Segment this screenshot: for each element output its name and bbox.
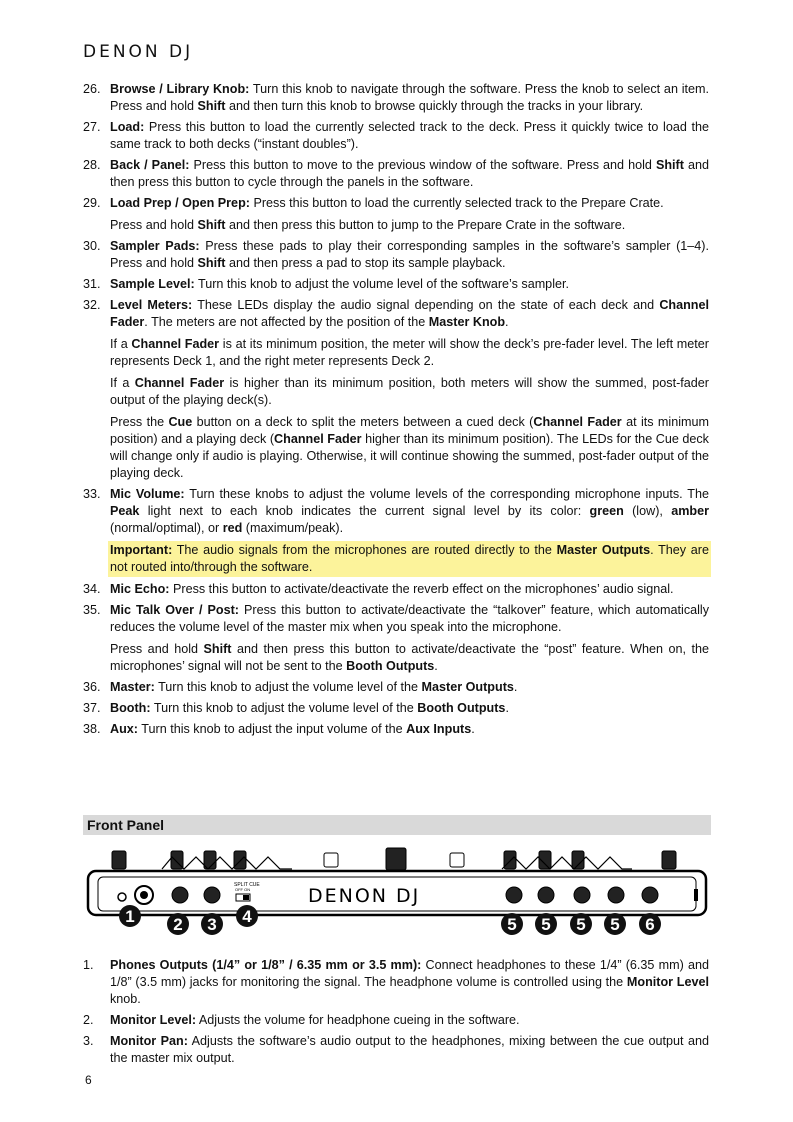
- aux-knob: [642, 887, 658, 903]
- item-label: Mic Talk Over / Post:: [110, 603, 239, 617]
- item-label: Mic Volume:: [110, 487, 185, 501]
- list-item: [83, 679, 709, 696]
- list-item: [83, 602, 709, 675]
- bold-term: Important:: [110, 543, 173, 557]
- mic-volume-knob: [538, 887, 554, 903]
- list-item: [83, 276, 709, 293]
- mic-volume-knob: [574, 887, 590, 903]
- item-number: 27.: [83, 120, 101, 134]
- item-label: Sampler Pads:: [110, 239, 200, 253]
- bold-term: Master Outputs: [421, 680, 514, 694]
- phones-jack-center: [140, 891, 148, 899]
- item-paragraph: If a Channel Fader is at its minimum position, the meter will show the deck’s pre-fader level. The left meter represents Deck 1, and the right meter represents Deck 2.: [110, 337, 710, 368]
- list-item: [83, 700, 709, 717]
- item-paragraph: Mic Talk Over / Post: Press this button to activate/deactivate the “talkover” feature, which automatically reduces the volume level of the master mix when you speak into the microphone.: [110, 603, 710, 634]
- item-label: Monitor Level:: [110, 1013, 197, 1027]
- item-label: Aux:: [110, 722, 138, 736]
- item-label: Sample Level:: [110, 277, 195, 291]
- bold-term: Shift: [197, 99, 226, 113]
- bold-term: Booth Outputs: [417, 701, 506, 715]
- item-label: Monitor Pan:: [110, 1034, 188, 1048]
- bold-term: Channel Fader: [274, 432, 362, 446]
- item-paragraph: Sample Level: Turn this knob to adjust the volume level of the software’s sampler.: [110, 277, 569, 291]
- item-number: 26.: [83, 82, 101, 96]
- bold-term: Channel Fader: [110, 298, 709, 329]
- top-fader-cap: [450, 853, 464, 867]
- item-number: 35.: [83, 603, 101, 617]
- callout-5a: 5: [507, 915, 517, 934]
- item-label: Browse / Library Knob:: [110, 82, 250, 96]
- list-item: [83, 157, 709, 191]
- list-item: [83, 1012, 709, 1029]
- top-knob: [504, 851, 516, 869]
- crossfader-cap: [386, 848, 406, 870]
- item-paragraph: Load: Press this button to load the currently selected track to the deck. Press it quickly twice to load the same track to both decks (“instant doubles”).: [110, 120, 710, 151]
- monitor-level-knob: [172, 887, 188, 903]
- callout-5c: 5: [576, 915, 586, 934]
- item-paragraph: Aux: Turn this knob to adjust the input volume of the Aux Inputs.: [110, 722, 475, 736]
- item-paragraph: Mic Volume: Turn these knobs to adjust the volume levels of the corresponding microphone inputs. The Peak light next to each knob indicates the current signal level by its color: green (low), amber (normal/optimal), or red (maximum/peak).: [110, 487, 710, 535]
- item-paragraph: Master: Turn this knob to adjust the volume level of the Master Outputs.: [110, 680, 518, 694]
- bold-term: Peak: [110, 504, 140, 518]
- item-number: 29.: [83, 196, 101, 210]
- item-label: Level Meters:: [110, 298, 193, 312]
- monitor-pan-knob: [204, 887, 220, 903]
- bold-term: Shift: [203, 642, 232, 656]
- list-item: [83, 957, 709, 1008]
- bold-term: Cue: [168, 415, 193, 429]
- item-paragraph: Booth: Turn this knob to adjust the volume level of the Booth Outputs.: [110, 701, 509, 715]
- callout-4: 4: [242, 907, 252, 926]
- item-label: Load:: [110, 120, 145, 134]
- list-item: [83, 581, 709, 598]
- item-paragraph: Sampler Pads: Press these pads to play their corresponding samples in the software’s sampler (1–4). Press and hold Shift and then press a pad to stop its sample playback.: [110, 239, 709, 270]
- section-heading-front-panel: Front Panel: [83, 815, 711, 835]
- item-paragraph: Monitor Pan: Adjusts the software’s audio output to the headphones, mixing between the cue output and the master mix output.: [110, 1034, 709, 1065]
- list-item: [83, 297, 709, 482]
- top-knob-left: [112, 851, 126, 869]
- bold-term: Shift: [197, 218, 226, 232]
- callout-5b: 5: [541, 915, 551, 934]
- callout-6: 6: [645, 915, 655, 934]
- item-label: Phones Outputs (1/4” or 1/8” / 6.35 mm or 3.5 mm):: [110, 958, 422, 972]
- item-label: Master:: [110, 680, 155, 694]
- item-number: 2.: [83, 1013, 94, 1027]
- item-paragraph: Level Meters: These LEDs display the audio signal depending on the state of each deck and Channel Fader. The meters are not affected by the position of the Master Knob.: [110, 298, 709, 329]
- page-number: 6: [85, 1073, 92, 1087]
- bold-term: amber: [671, 504, 710, 518]
- item-number: 30.: [83, 239, 101, 253]
- front-panel-list: [83, 957, 709, 1071]
- item-paragraph: Mic Echo: Press this button to activate/deactivate the reverb effect on the microphones’ audio signal.: [110, 582, 674, 596]
- list-item: [83, 81, 709, 115]
- item-paragraph: Press the Cue button on a deck to split the meters between a cued deck (Channel Fader at its minimum position) and a playing deck (Channel Fader higher than its minimum position). The LEDs for the Cue deck will change only if audio is playing. Otherwise, it will continue showing the summed, post-fader output of the playing deck.: [110, 415, 710, 480]
- list-item: [83, 119, 709, 153]
- item-number: 31.: [83, 277, 101, 291]
- item-paragraph: Load Prep / Open Prep: Press this button to load the currently selected track to the Prepare Crate.: [110, 196, 664, 210]
- bold-term: Booth Outputs: [346, 659, 435, 673]
- side-latch: [694, 889, 698, 901]
- callout-2: 2: [173, 915, 183, 934]
- list-item: [83, 195, 709, 234]
- top-knob-right: [662, 851, 676, 869]
- item-label: Load Prep / Open Prep:: [110, 196, 250, 210]
- item-label: Back / Panel:: [110, 158, 190, 172]
- bold-term: Channel Fader: [131, 337, 220, 351]
- item-paragraph: If a Channel Fader is higher than its minimum position, both meters will show the summed, post-fader output of the playing deck(s).: [110, 376, 709, 407]
- list-item: [83, 486, 709, 577]
- item-paragraph: Browse / Library Knob: Turn this knob to navigate through the software. Press the knob to select an item. Press and hold Shift and then turn this knob to browse quickly through the tracks in your library.: [110, 82, 709, 113]
- mic-volume-knob: [506, 887, 522, 903]
- item-number: 1.: [83, 958, 94, 972]
- bold-term: Channel Fader: [134, 376, 225, 390]
- split-cue-sub: OFF ON: [235, 887, 251, 892]
- item-paragraph: Monitor Level: Adjusts the volume for headphone cueing in the software.: [110, 1013, 520, 1027]
- bold-term: green: [589, 504, 624, 518]
- brand-logo: DENON DJ: [83, 42, 194, 62]
- bold-term: Master Knob: [428, 315, 506, 329]
- phones-jack-small: [118, 893, 126, 901]
- item-number: 3.: [83, 1034, 94, 1048]
- bold-term: Channel Fader: [533, 415, 622, 429]
- bold-term: Master Outputs: [556, 543, 651, 557]
- item-paragraph: Press and hold Shift and then press this button to jump to the Prepare Crate in the software.: [110, 218, 626, 232]
- bold-term: Monitor Level: [626, 975, 709, 989]
- item-number: 28.: [83, 158, 101, 172]
- control-list: [83, 81, 709, 742]
- bold-term: red: [222, 521, 243, 535]
- bold-term: Aux Inputs: [406, 722, 472, 736]
- item-number: 34.: [83, 582, 101, 596]
- list-item: [83, 1033, 709, 1067]
- callout-1: 1: [125, 907, 135, 926]
- list-item: [83, 721, 709, 738]
- item-label: Booth:: [110, 701, 151, 715]
- callout-5d: 5: [610, 915, 620, 934]
- split-cue-label: SPLIT CUE: [234, 882, 260, 888]
- item-number: 36.: [83, 680, 101, 694]
- item-number: 33.: [83, 487, 101, 501]
- bold-term: Shift: [197, 256, 226, 270]
- item-number: 32.: [83, 298, 101, 312]
- panel-brand: DENON DJ: [308, 885, 421, 907]
- item-label: Mic Echo:: [110, 582, 170, 596]
- mic-volume-knob: [608, 887, 624, 903]
- item-number: 38.: [83, 722, 101, 736]
- item-paragraph: Phones Outputs (1/4” or 1/8” / 6.35 mm or 3.5 mm): Connect headphones to these 1/4” (6.35 mm) and 1/8” (3.5 mm) jacks for monitoring the signal. The headphone volume is controlled using the Monitor Level knob.: [110, 958, 709, 1006]
- top-pads-right: [502, 857, 632, 869]
- item-number: 37.: [83, 701, 101, 715]
- item-paragraph: Press and hold Shift and then press this button to activate/deactivate the “post” feature. When on, the microphones’ signal will not be sent to the Booth Outputs.: [110, 642, 709, 673]
- callout-3: 3: [207, 915, 217, 934]
- bold-term: Shift: [655, 158, 684, 172]
- front-panel-illustration: [84, 843, 710, 943]
- important-note: Important: The audio signals from the microphones are routed directly to the Master Outputs. They are not routed into/through the software.: [108, 541, 711, 577]
- top-fader-cap: [324, 853, 338, 867]
- list-item: [83, 238, 709, 272]
- top-knob: [234, 851, 246, 869]
- item-paragraph: Back / Panel: Press this button to move to the previous window of the software. Press and hold Shift and then press this button to cycle through the panels in the software.: [110, 158, 709, 189]
